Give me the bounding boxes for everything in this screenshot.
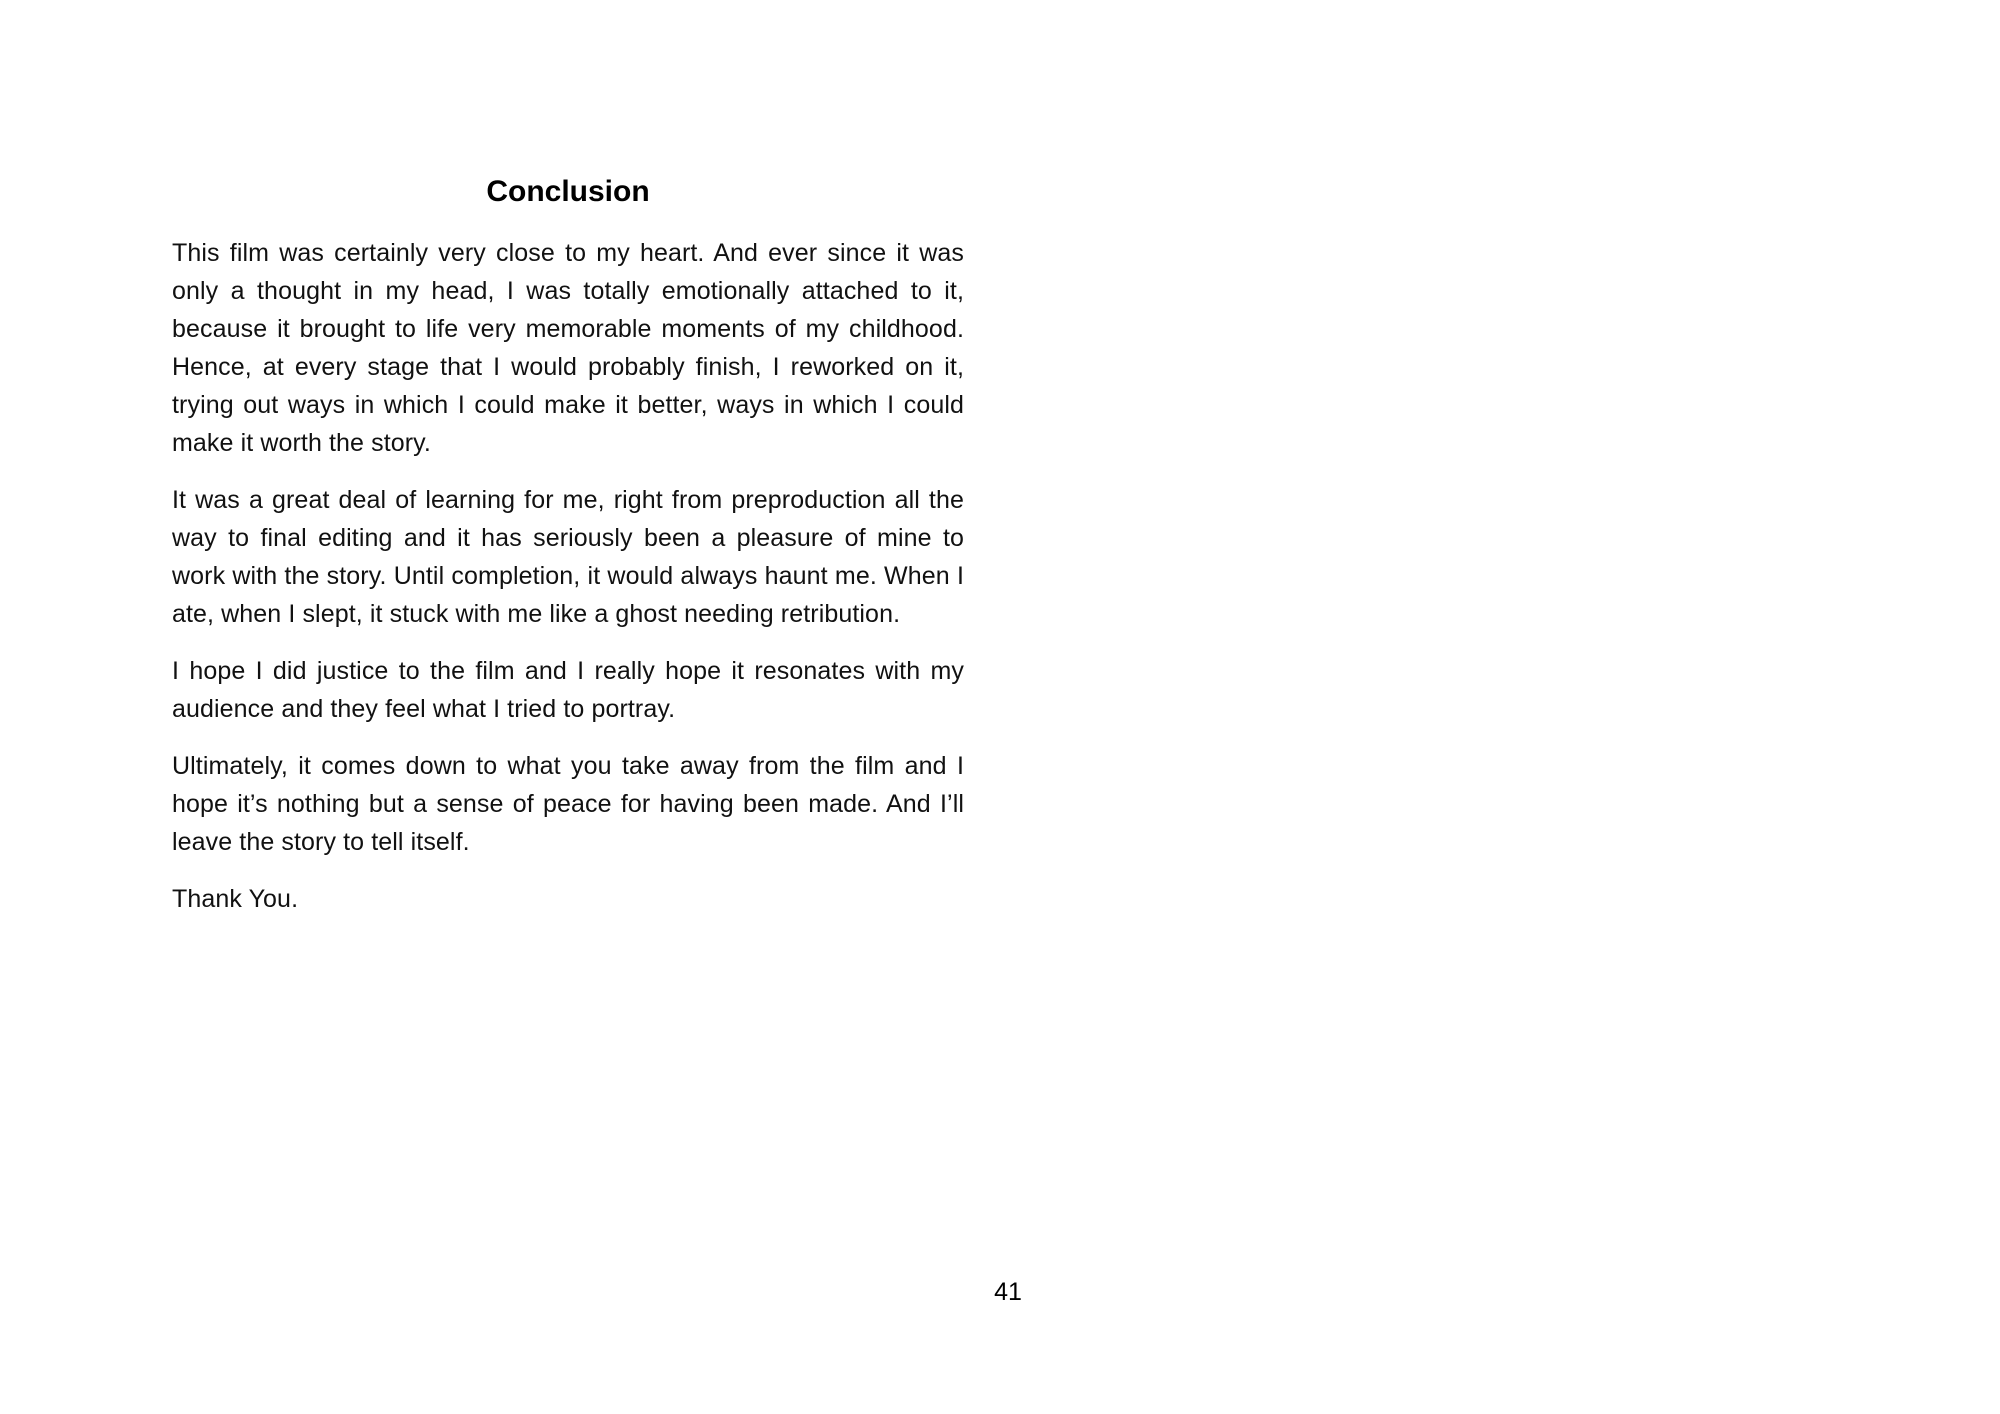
text-column	[172, 170, 964, 937]
section-heading: Conclusion	[486, 175, 650, 208]
paragraph-3: I hope I did justice to the film and I really hope it resonates with my audience and they feel what I tried to portray.	[172, 657, 964, 723]
page-number: 41	[994, 1278, 1022, 1306]
paragraph-1: This film was certainly very close to my heart. And ever since it was only a thought in my head, I was totally emotionally attached to it, because it brought to life very memorable moments of my childhood. Hence, at every stage that I would probably finish, I reworked on it, trying out ways in which I could make it better, ways in which I could make it worth the story.	[172, 239, 964, 457]
paragraph-4: Ultimately, it comes down to what you take away from the film and I hope it’s nothing but a sense of peace for having been made. And I’ll leave the story to tell itself.	[172, 752, 964, 856]
closing-line: Thank You.	[172, 885, 299, 913]
paragraph-2: It was a great deal of learning for me, right from preproduction all the way to final editing and it has seriously been a pleasure of mine to work with the story. Until completion, it would always haunt me. When I ate, when I slept, it stuck with me like a ghost needing retribution.	[172, 486, 964, 628]
